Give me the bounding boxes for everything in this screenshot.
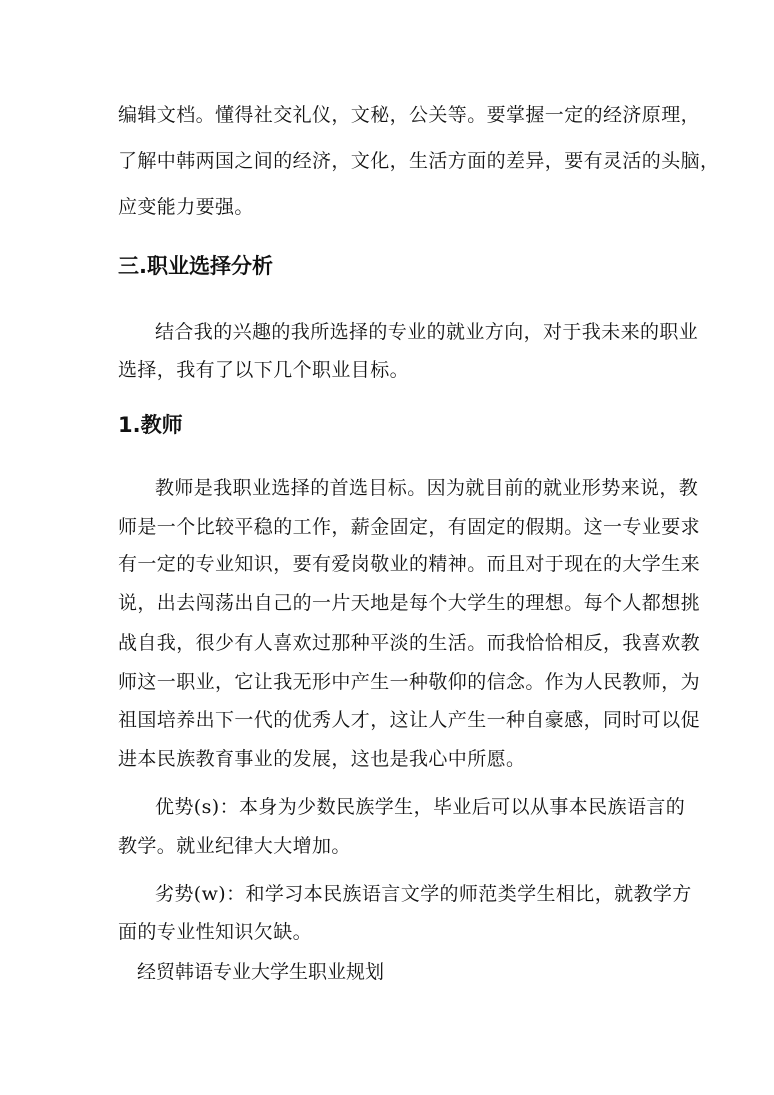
text-line: 劣势(w)：和学习本民族语言文学的师范类学生相比，就教学方 <box>155 883 692 905</box>
text-line: 结合我的兴趣的我所选择的专业的就业方向，对于我未来的职业 <box>155 321 699 343</box>
section-heading: 三.职业选择分析 <box>118 254 273 278</box>
text-line: 教师是我职业选择的首选目标。因为就目前的就业形势来说，教 <box>155 477 699 499</box>
text-line: 师这一职业，它让我无形中产生一种敬仰的信念。作为人民教师，为 <box>118 671 701 693</box>
text-line: 教学。就业纪律大大增加。 <box>118 835 351 857</box>
text-line: 选择，我有了以下几个职业目标。 <box>118 359 410 381</box>
text-line: 进本民族教育事业的发展，这也是我心中所愿。 <box>118 748 526 770</box>
page-footer: 经贸韩语专业大学生职业规划 <box>137 961 385 983</box>
text-line: 说，出去闯荡出自己的一片天地是每个大学生的理想。每个人都想挑 <box>118 592 701 614</box>
text-line: 祖国培养出下一代的优秀人才，这让人产生一种自豪感，同时可以促 <box>118 709 701 731</box>
text-line: 师是一个比较平稳的工作，薪金固定，有固定的假期。这一专业要求 <box>118 516 701 538</box>
text-line: 战自我，很少有人喜欢过那种平淡的生活。而我恰恰相反，我喜欢教 <box>118 632 701 654</box>
text-line: 优势(s)：本身为少数民族学生，毕业后可以从事本民族语言的 <box>155 796 686 818</box>
text-line: 编辑文档。懂得社交礼仪，文秘，公关等。要掌握一定的经济原理， <box>118 104 701 126</box>
text-line: 应变能力要强。 <box>118 196 254 218</box>
subsection-heading: 1.教师 <box>118 413 183 437</box>
text-line: 面的专业性知识欠缺。 <box>118 921 313 943</box>
text-line: 有一定的专业知识，要有爱岗敬业的精神。而且对于现在的大学生来 <box>118 553 701 575</box>
text-line: 了解中韩两国之间的经济，文化，生活方面的差异，要有灵活的头脑， <box>118 150 720 172</box>
